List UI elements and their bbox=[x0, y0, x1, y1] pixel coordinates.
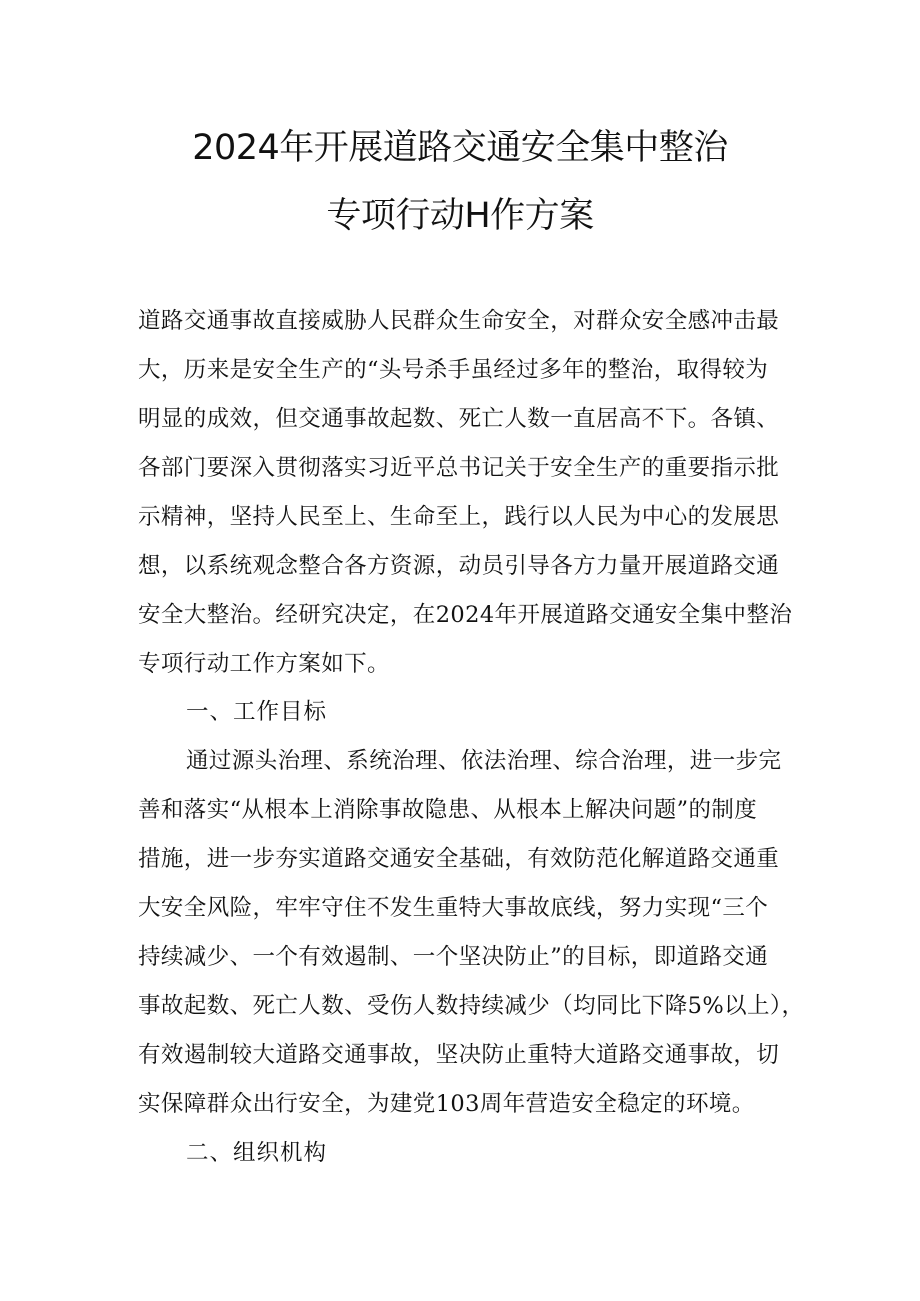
intro-line-1: 道路交通事故直接威胁人民群众生命安全，对群众安全感冲击最 bbox=[138, 308, 780, 334]
section-heading-goals: 一、工作目标 bbox=[186, 699, 328, 725]
goals-line-4: 大安全风险，牢牢守住不发生重特大事故底线，努力实现“三个 bbox=[138, 895, 769, 921]
intro-line-4: 各部门要深入贯彻落实习近平总书记关于安全生产的重要指示批 bbox=[138, 455, 780, 481]
intro-line-8: 专项行动工作方案如下。 bbox=[138, 651, 390, 677]
goals-line-2: 善和落实“从根本上消除事故隐患、从根本上解决问题”的制度 bbox=[138, 797, 758, 823]
intro-line-7: 安全大整治。经研究决定，在2024年开展道路交通安全集中整治 bbox=[138, 602, 793, 628]
intro-line-6: 想，以系统观念整合各方资源，动员引导各方力量开展道路交通 bbox=[138, 553, 780, 579]
goals-line-6: 事故起数、死亡人数、受伤人数持续减少（均同比下降5%以上）， bbox=[138, 993, 805, 1019]
goals-line-7: 有效遏制较大道路交通事故，坚决防止重特大道路交通事故，切 bbox=[138, 1042, 780, 1068]
goals-line-1: 通过源头治理、系统治理、依法治理、综合治理，进一步完 bbox=[186, 748, 782, 774]
intro-line-3: 明显的成效，但交通事故起数、死亡人数一直居高不下。各镇、 bbox=[138, 406, 780, 432]
goals-line-5: 持续减少、一个有效遏制、一个坚决防止”的目标，即道路交通 bbox=[138, 944, 769, 970]
goals-line-3: 措施，进一步夯实道路交通安全基础，有效防范化解道路交通重 bbox=[138, 846, 780, 872]
goals-line-8: 实保障群众出行安全，为建党103周年营造安全稳定的环境。 bbox=[138, 1091, 755, 1117]
section-heading-organization: 二、组织机构 bbox=[186, 1140, 328, 1166]
document-title-line-2: 专项行动H作方案 bbox=[326, 196, 594, 236]
intro-line-2: 大，历来是安全生产的“头号杀手虽经过多年的整治，取得较为 bbox=[138, 357, 769, 383]
intro-line-5: 示精神，坚持人民至上、生命至上，践行以人民为中心的发展思 bbox=[138, 504, 780, 530]
document-title-line-1: 2024年开展道路交通安全集中整治 bbox=[192, 128, 728, 168]
